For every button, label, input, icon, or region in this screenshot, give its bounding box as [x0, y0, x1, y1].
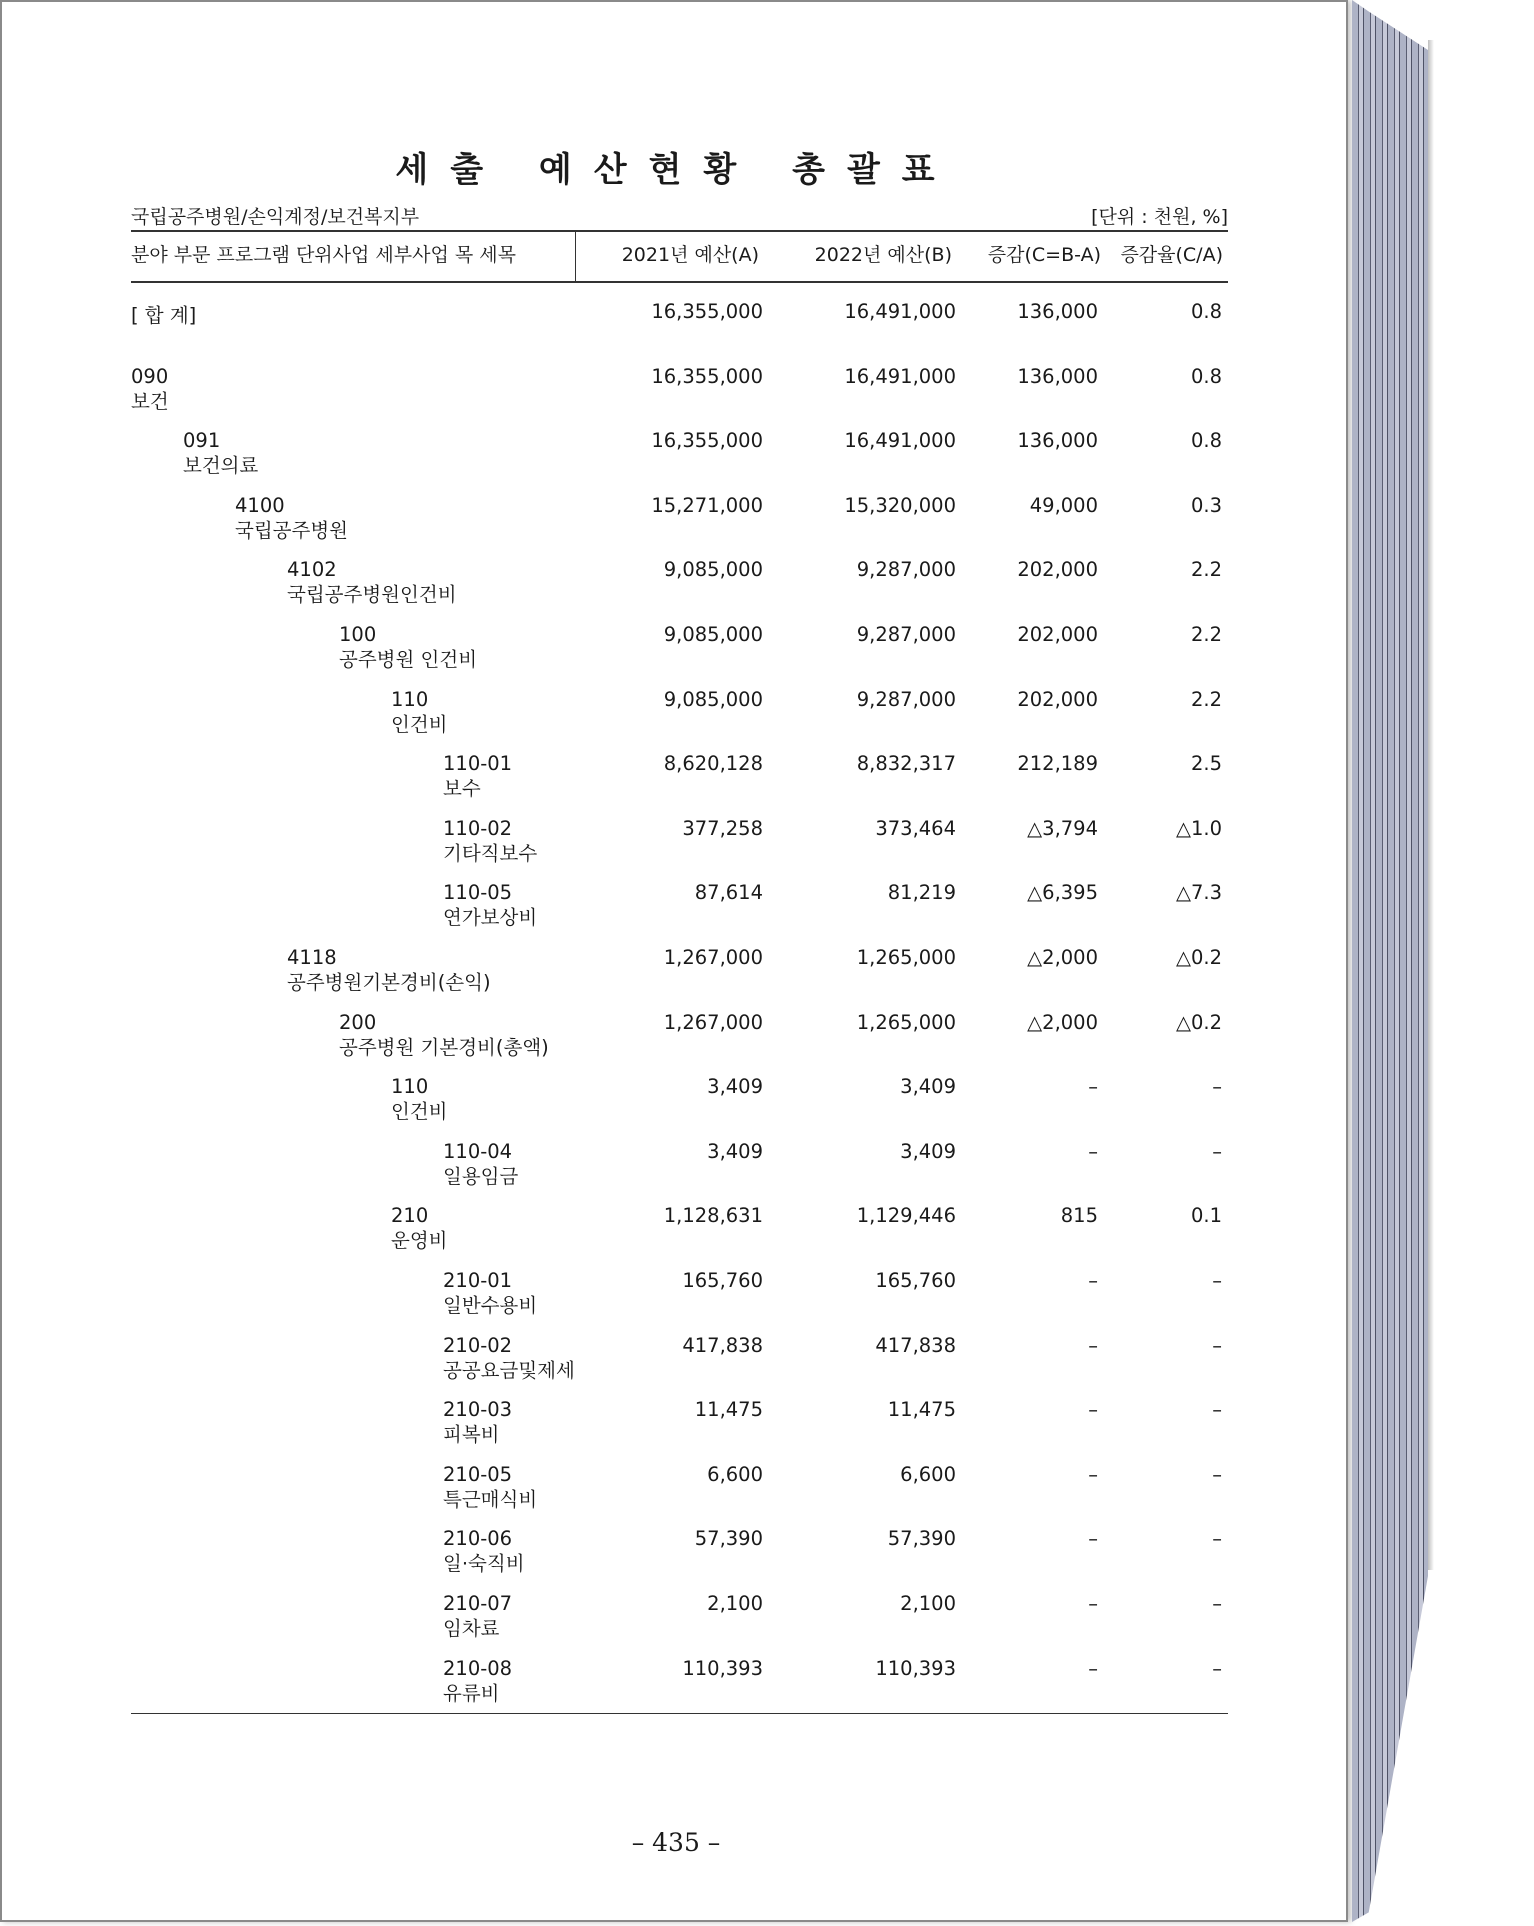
cell-budget-2021: 9,085,000 [663, 558, 763, 582]
cell-budget-2022: 57,390 [887, 1527, 956, 1551]
row-name: 공주병원기본경비(손익) [287, 971, 491, 994]
cell-change-rate: – [1212, 1398, 1222, 1422]
table-row [2, 1463, 1350, 1523]
cell-change: △3,794 [1027, 816, 1098, 840]
row-name: 피복비 [443, 1423, 500, 1447]
cell-change: 49,000 [1029, 493, 1098, 517]
row-name: 공주병원 인건비 [339, 648, 478, 671]
cell-change-rate: △0.2 [1175, 1010, 1222, 1034]
cell-change: – [1088, 1398, 1098, 1422]
row-name: 공공요금및제세 [443, 1358, 575, 1382]
cell-change: 202,000 [1017, 558, 1098, 582]
row-name: 인건비 [391, 712, 448, 736]
row-code: 110-04 [443, 1139, 513, 1163]
table-row [2, 1204, 1350, 1264]
cell-budget-2022: 9,287,000 [856, 687, 956, 711]
col-header-change: 증감(C=B-A) [987, 244, 1101, 266]
table-row [2, 1657, 1350, 1717]
cell-budget-2021: 9,085,000 [663, 687, 763, 711]
cell-budget-2021: 6,600 [707, 1462, 763, 1486]
cell-budget-2022: 9,287,000 [856, 623, 956, 646]
col-header-hierarchy: 분야 부문 프로그램 단위사업 세부사업 목 세목 [131, 244, 516, 266]
row-name: 보수 [443, 777, 481, 801]
table-row [2, 946, 1350, 1006]
cell-change-rate: – [1212, 1333, 1222, 1357]
cell-budget-2021: 1,267,000 [663, 946, 763, 969]
cell-change: △2,000 [1027, 946, 1098, 969]
table-row [2, 1075, 1350, 1135]
row-code: 110-02 [443, 816, 513, 840]
row-name: 공주병원 기본경비(총액) [339, 1035, 549, 1059]
row-code: 100 [339, 623, 377, 646]
table-row [2, 365, 1350, 425]
cell-budget-2022: 81,219 [887, 881, 956, 905]
row-name: 임차료 [443, 1617, 500, 1640]
row-name: 보건 [131, 389, 169, 413]
row-name: 연가보상비 [443, 906, 538, 930]
cell-change: – [1088, 1333, 1098, 1357]
page-number: – 435 – [631, 1828, 721, 1857]
cell-budget-2022: 16,491,000 [844, 364, 956, 388]
row-code: 210-03 [443, 1398, 513, 1422]
cell-budget-2021: 3,409 [707, 1139, 763, 1163]
cell-budget-2021: 87,614 [694, 881, 763, 905]
row-name: 특근매식비 [443, 1487, 538, 1511]
cell-budget-2022: 6,600 [900, 1462, 956, 1486]
row-code: 110-01 [443, 752, 513, 776]
row-name: 보건의료 [183, 454, 259, 478]
table-row [2, 1398, 1350, 1458]
cell-budget-2021: 15,271,000 [651, 493, 763, 517]
cell-change: – [1088, 1656, 1098, 1680]
cell-budget-2022: 373,464 [875, 816, 956, 840]
unit-label: [단위 : 천원, %] [1091, 206, 1228, 228]
table-row [2, 817, 1350, 877]
cell-change-rate: – [1212, 1527, 1222, 1551]
cell-change-rate: – [1212, 1656, 1222, 1680]
cell-change-rate: △7.3 [1175, 881, 1222, 905]
row-code: 090 [131, 364, 169, 388]
table-row [2, 494, 1350, 554]
row-code: 4100 [235, 493, 285, 517]
cell-budget-2022: 9,287,000 [856, 558, 956, 582]
row-code: 210-07 [443, 1592, 513, 1615]
row-code: 200 [339, 1010, 377, 1034]
cell-budget-2022: 1,265,000 [856, 1010, 956, 1034]
row-code: 110 [391, 1075, 429, 1099]
table-row [2, 558, 1350, 618]
table-row [2, 1140, 1350, 1200]
table-row [2, 300, 1350, 360]
cell-change-rate: 2.2 [1190, 623, 1222, 646]
row-name: 일반수용비 [443, 1294, 538, 1317]
cell-budget-2022: 11,475 [887, 1398, 956, 1422]
table-row [2, 1592, 1350, 1652]
cell-change-rate: – [1212, 1075, 1222, 1099]
cell-budget-2021: 16,355,000 [651, 364, 763, 388]
cell-budget-2021: 9,085,000 [663, 623, 763, 646]
cell-change: 136,000 [1017, 364, 1098, 388]
cell-change: 136,000 [1017, 429, 1098, 453]
table-row [2, 881, 1350, 941]
cell-change: 136,000 [1017, 300, 1098, 323]
cell-budget-2021: 110,393 [682, 1656, 763, 1680]
cell-change-rate: – [1212, 1139, 1222, 1163]
table-row [2, 1269, 1350, 1329]
cell-budget-2022: 1,129,446 [856, 1204, 956, 1228]
page-stack-edge [1352, 0, 1428, 1922]
cell-budget-2021: 165,760 [682, 1269, 763, 1292]
cell-budget-2022: 8,832,317 [856, 752, 956, 776]
page-stack-shadow [1428, 40, 1434, 1570]
cell-change-rate: 2.5 [1190, 752, 1222, 776]
cell-change: – [1088, 1269, 1098, 1292]
cell-change-rate: – [1212, 1269, 1222, 1292]
cell-change: 212,189 [1017, 752, 1098, 776]
cell-budget-2022: 165,760 [875, 1269, 956, 1292]
cell-change-rate: – [1212, 1462, 1222, 1486]
cell-budget-2022: 1,265,000 [856, 946, 956, 969]
row-code: [ 합 계] [131, 304, 197, 327]
cell-change: – [1088, 1592, 1098, 1615]
cell-budget-2022: 417,838 [875, 1333, 956, 1357]
table-top-rule [131, 230, 1228, 232]
table-row [2, 752, 1350, 812]
table-row [2, 1334, 1350, 1394]
table-row [2, 623, 1350, 683]
cell-change: 815 [1060, 1204, 1098, 1228]
cell-change: – [1088, 1462, 1098, 1486]
row-code: 110 [391, 687, 429, 711]
row-code: 210-06 [443, 1527, 513, 1551]
cell-budget-2022: 110,393 [875, 1656, 956, 1680]
cell-budget-2021: 417,838 [682, 1333, 763, 1357]
cell-change-rate: – [1212, 1592, 1222, 1615]
cell-change-rate: 0.3 [1190, 493, 1222, 517]
row-name: 국립공주병원 [235, 518, 349, 542]
header-bottom-rule [131, 281, 1228, 283]
row-code: 210 [391, 1204, 429, 1228]
cell-budget-2022: 2,100 [900, 1592, 956, 1615]
page-title: 세출 예산현황 총괄표 [395, 150, 957, 190]
table-bottom-rule [131, 1713, 1228, 1714]
row-code: 110-05 [443, 881, 513, 905]
row-name: 일용임금 [443, 1164, 519, 1188]
row-code: 210-05 [443, 1462, 513, 1486]
table-row [2, 688, 1350, 748]
cell-budget-2021: 1,128,631 [663, 1204, 763, 1228]
cell-budget-2021: 8,620,128 [663, 752, 763, 776]
cell-change-rate: 0.8 [1190, 364, 1222, 388]
cell-budget-2021: 11,475 [694, 1398, 763, 1422]
cell-budget-2022: 16,491,000 [844, 300, 956, 323]
col-header-2021: 2021년 예산(A) [621, 244, 759, 266]
table-row [2, 429, 1350, 489]
cell-change: 202,000 [1017, 623, 1098, 646]
cell-budget-2021: 3,409 [707, 1075, 763, 1099]
cell-change-rate: 2.2 [1190, 687, 1222, 711]
cell-budget-2021: 2,100 [707, 1592, 763, 1615]
cell-change: △2,000 [1027, 1010, 1098, 1034]
cell-budget-2021: 377,258 [682, 816, 763, 840]
cell-change: 202,000 [1017, 687, 1098, 711]
cell-change-rate: △0.2 [1175, 946, 1222, 969]
header-divider [575, 231, 576, 283]
table-row [2, 1011, 1350, 1071]
row-name: 인건비 [391, 1100, 448, 1124]
row-code: 210-08 [443, 1656, 513, 1680]
cell-budget-2022: 3,409 [900, 1139, 956, 1163]
row-code: 4102 [287, 558, 337, 582]
cell-budget-2022: 15,320,000 [844, 493, 956, 517]
col-header-2022: 2022년 예산(B) [814, 244, 952, 266]
row-name: 일·숙직비 [443, 1552, 525, 1576]
row-name: 기타직보수 [443, 841, 538, 865]
organization-label: 국립공주병원/손익계정/보건복지부 [131, 206, 420, 228]
row-name: 국립공주병원인건비 [287, 583, 457, 607]
cell-change: – [1088, 1075, 1098, 1099]
cell-change-rate: 0.8 [1190, 429, 1222, 453]
col-header-change-rate: 증감율(C/A) [1120, 244, 1223, 266]
cell-budget-2021: 1,267,000 [663, 1010, 763, 1034]
table-row [2, 1527, 1350, 1587]
cell-budget-2021: 57,390 [694, 1527, 763, 1551]
cell-change-rate: 2.2 [1190, 558, 1222, 582]
cell-budget-2022: 3,409 [900, 1075, 956, 1099]
cell-change: △6,395 [1027, 881, 1098, 905]
cell-change: – [1088, 1527, 1098, 1551]
row-name: 유류비 [443, 1681, 500, 1705]
cell-budget-2021: 16,355,000 [651, 429, 763, 453]
cell-change-rate: △1.0 [1175, 816, 1222, 840]
cell-change-rate: 0.8 [1190, 300, 1222, 323]
cell-budget-2021: 16,355,000 [651, 300, 763, 323]
row-code: 091 [183, 429, 221, 453]
row-name: 운영비 [391, 1229, 448, 1253]
cell-change: – [1088, 1139, 1098, 1163]
row-code: 210-01 [443, 1269, 513, 1292]
cell-change-rate: 0.1 [1190, 1204, 1222, 1228]
cell-budget-2022: 16,491,000 [844, 429, 956, 453]
row-code: 210-02 [443, 1333, 513, 1357]
row-code: 4118 [287, 946, 337, 969]
